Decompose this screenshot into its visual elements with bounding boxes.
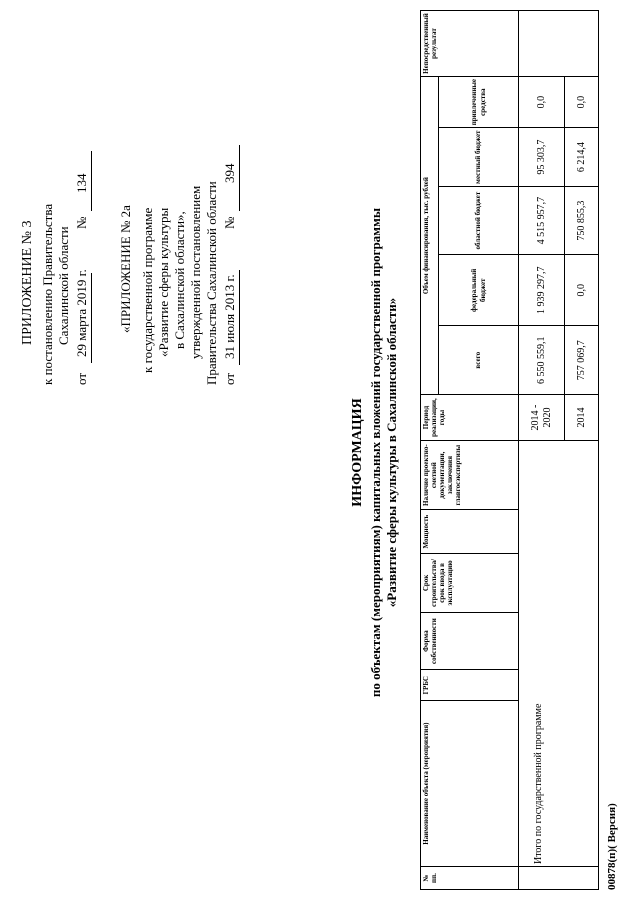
header-num: № пп.	[421, 867, 519, 890]
appendix-title: ПРИЛОЖЕНИЕ № 3	[20, 220, 35, 345]
heading-line2: «Развитие сферы культуры в Сахалинской области»	[384, 297, 399, 608]
header-attracted: привлеченные средства	[439, 77, 519, 128]
header-form: Форма собственности	[421, 613, 519, 670]
appendix2-num-label: №	[222, 216, 237, 229]
appendix2-title: «ПРИЛОЖЕНИЕ № 2а	[118, 205, 133, 333]
header-result: Непосредственный результат	[421, 11, 519, 77]
heading-line1: по объектам (мероприятиям) капитальных вложений государственной программы	[368, 207, 383, 698]
appendix2-number: 394	[222, 163, 237, 183]
row-federal: 0,0	[565, 255, 599, 326]
appendix-number-underline	[91, 151, 92, 211]
appendix2-number-underline	[239, 145, 240, 211]
row-label: Итого по государственной программе	[519, 440, 599, 866]
appendix2-line1: к государственной программе	[140, 207, 155, 373]
appendix-line2: Сахалинской области	[56, 226, 71, 345]
header-grbs: ГРБС	[421, 670, 519, 701]
row-federal: 1 939 297,7	[519, 255, 565, 326]
header-docs: Наличие проектно-сметной документации, заключения главгосэкспертизы	[421, 440, 519, 509]
row-num-cell	[519, 867, 599, 890]
appendix2-line4: утвержденной постановлением	[188, 185, 203, 359]
appendix2-line5: Правительства Сахалинской области	[204, 181, 219, 385]
footer-version: 00878(п)( Версия)	[606, 803, 618, 890]
capital-investment-table	[420, 10, 599, 890]
table-row	[519, 11, 565, 890]
appendix-num-label: №	[74, 216, 89, 229]
row-local: 95 303,7	[519, 128, 565, 187]
row-period: 2014 - 2020	[519, 395, 565, 441]
appendix-date: 29 марта 2019 г.	[74, 269, 89, 357]
appendix2-from-label: от	[222, 372, 237, 385]
header-regional: областной бюджет	[439, 187, 519, 255]
header-name: Наименование объекта (мероприятия)	[421, 701, 519, 867]
appendix2-date: 31 июля 2013 г.	[222, 274, 237, 359]
row-period: 2014	[565, 395, 599, 441]
heading-title: ИНФОРМАЦИЯ	[350, 398, 365, 507]
header-total: всего	[439, 326, 519, 395]
row-result	[519, 11, 599, 77]
row-regional: 4 515 957,7	[519, 187, 565, 255]
header-volume: Объем финансирования, тыс. рублей	[421, 77, 439, 395]
header-term: Срок строительства/ срок ввода в эксплуатацию	[421, 553, 519, 612]
appendix-line1: к постановлению Правительства	[40, 203, 55, 385]
appendix2-date-underline	[239, 270, 240, 365]
row-regional: 750 855,3	[565, 187, 599, 255]
row-total: 757 069,7	[565, 326, 599, 395]
appendix2-line3: в Сахалинской области»,	[172, 211, 187, 349]
row-local: 6 214,4	[565, 128, 599, 187]
row-attracted: 0,0	[565, 77, 599, 128]
appendix-from-label: от	[74, 372, 89, 385]
appendix-date-underline	[91, 273, 92, 363]
row-attracted: 0,0	[519, 77, 565, 128]
header-power: Мощность	[421, 510, 519, 553]
header-period: Период реализации, годы	[421, 395, 519, 441]
appendix2-line2: «Развитие сферы культуры	[156, 207, 171, 357]
header-federal: федеральный бюджет	[439, 255, 519, 326]
header-local: местный бюджет	[439, 128, 519, 187]
appendix-number: 134	[74, 173, 89, 193]
row-total: 6 550 559,1	[519, 326, 565, 395]
